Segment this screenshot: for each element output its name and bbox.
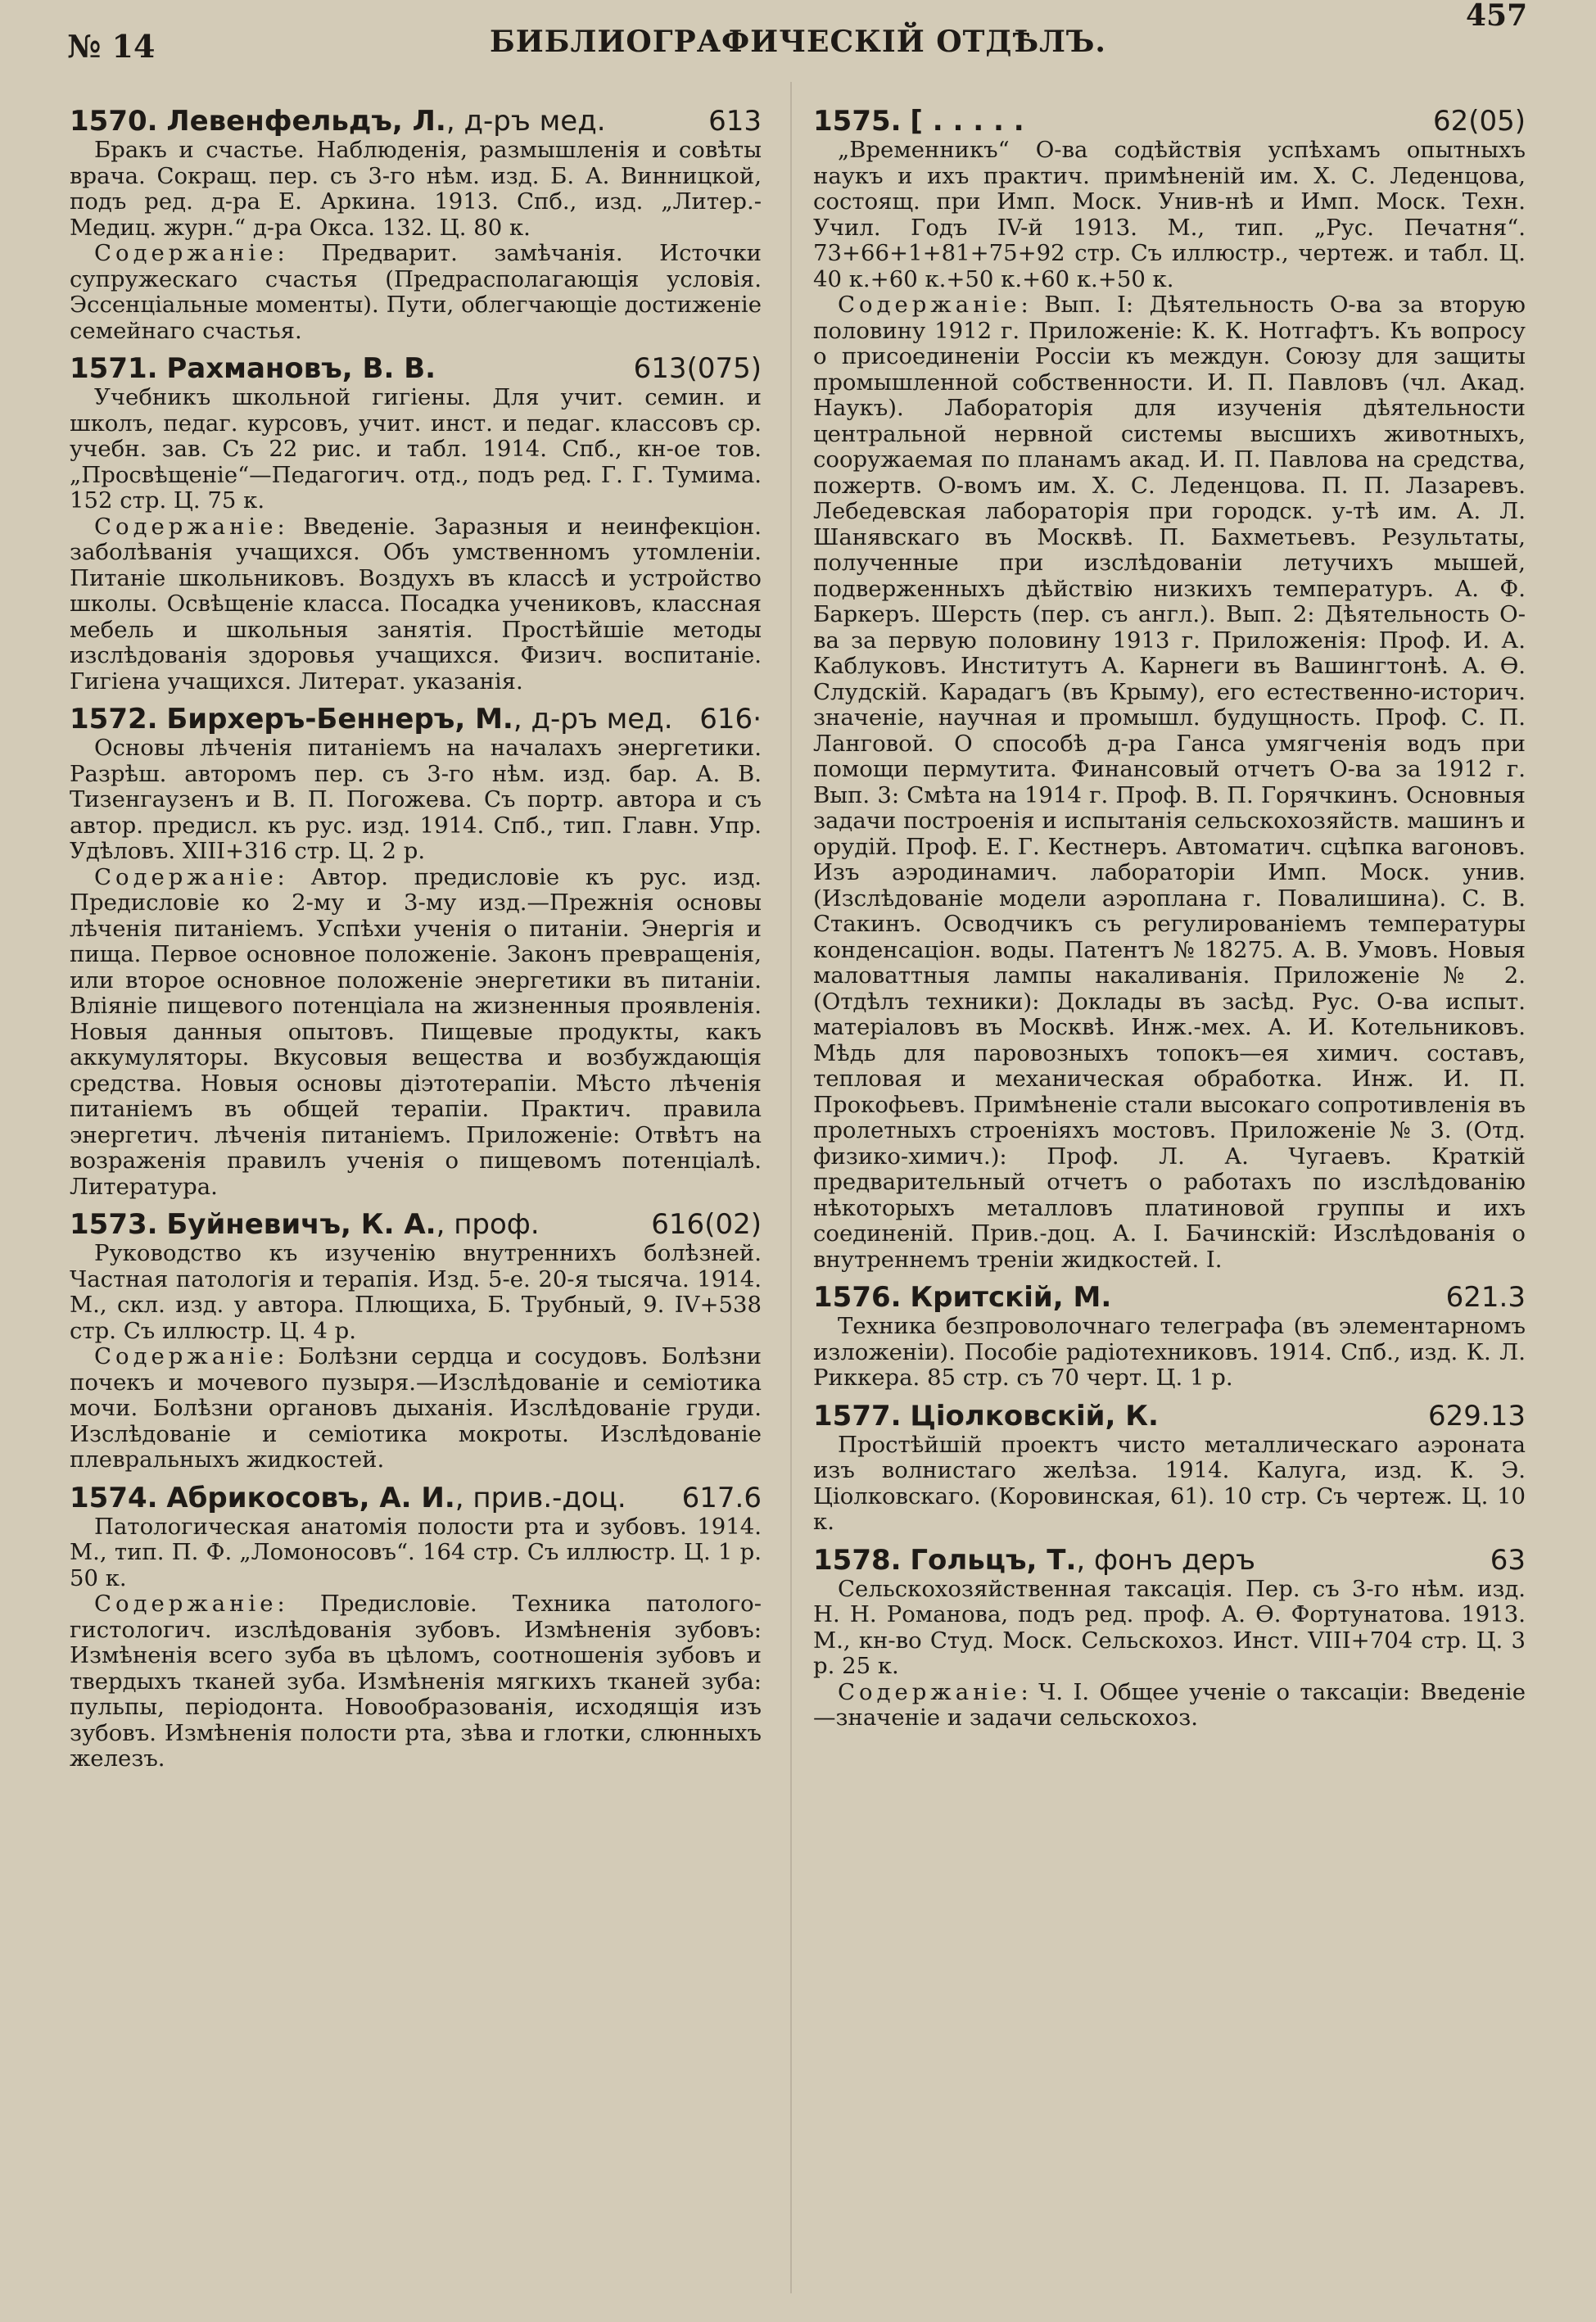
entry-contents: [70, 1591, 762, 1772]
entry-number: 1571.: [70, 352, 158, 385]
classification-code: 616·: [699, 703, 762, 736]
bibliography-entry: [813, 1544, 1526, 1731]
bibliography-entry: [813, 1281, 1526, 1392]
classification-code: 617.6: [681, 1481, 762, 1514]
bibliography-entry: [813, 1400, 1526, 1536]
entry-number: 1576.: [813, 1281, 902, 1314]
contents-text: : Ч. І. Общее ученіе о таксаціи: Введеніе—значеніе и задачи сельскохоз.: [813, 1678, 1526, 1731]
right-column: [813, 105, 1526, 1740]
entry-author: Ціолковскій, К.: [910, 1399, 1159, 1433]
contents-text: : Вып. I: Дѣятельность О-ва за вторую половину 1912 г. Приложеніе: К. К. Нотгафтъ. Къ вопросу о присоединеніи Россіи къ междун. Союзу для защиты промышленной собственности. И. П. Павловъ (чл. Акад. Наукъ). Лабораторія для изученія дѣятельности центральной нервной системы высшихъ животныхъ, сооружаемая по планамъ акад. И. П. Павлова на средства, пожертв. О-вомъ им. Х. С. Леденцова. П. П. Лазаревъ. Лебедевская лабораторія при городск. у-тѣ им. А. Л. Шанявскаго въ Москвѣ. П. Бахметьевъ. Результаты, полученные при изслѣдованіи летучихъ мышей, подверженныхъ дѣйствію низкихъ температуръ. А. Ф. Баркеръ. Шерсть (пер. съ англ.). Вып. 2: Дѣятельность О-ва за первую половину 1913 г. Приложенія: Проф. И. А. Каблуковъ. Институтъ А. Карнеги въ Вашингтонѣ. А. Ѳ. Слудскій. Карадагъ (въ Крыму), его естественно-историч. значеніе, научная и промышл. будущность. Проф. С. П. Ланговой. О способѣ д-ра Ганса умягченія водъ при помощи пермутита. Финансовый отчетъ О-ва за 1912 г. Вып. 3: Смѣта на 1914 г. Проф. В. П. Горячкинъ. Основныя задачи построенія и испытанія сельскохозяйств. машинъ и орудій. Проф. Е. Г. Кестнеръ. Автоматич. сцѣпка вагоновъ. Изъ аэродинамич. лабораторіи Имп. Моск. унив. (Изслѣдованіе модели аэроплана г. Повалишина). С. В. Стакинъ. Осводчикъ съ регулированіемъ температуры конденсаціон. воды. Патентъ № 18275. А. В. Умовъ. Новыя маловаттныя лампы накаливанія. Приложеніе № 2. (Отдѣлъ техники): Доклады въ засѣд. Рус. О-ва испыт. матеріаловъ въ Москвѣ. Инж.-мех. А. И. Котельниковъ. Мѣдь для паровозныхъ топокъ—ея химич. составъ, тепловая и механическая обработка. Инж. И. П. Прокофьевъ. Примѣненіе стали высокаго сопротивленія въ пролетныхъ строеніяхъ мостовъ. Приложеніе № 3. (Отд. физико-химич.): Проф. Л. А. Чугаевъ. Краткій предварительный отчетъ о работахъ по изслѣдованію нѣкоторыхъ металловъ платиновой группы и ихъ соединеній. Прив.-доц. А. І. Бачинскій: Изслѣдованія о внутреннемъ треніи жидкостей. І.: [813, 292, 1526, 1273]
entry-author: Критскій, М.: [910, 1281, 1112, 1314]
page-header: [0, 0, 1596, 74]
page-number: 457: [1466, 0, 1528, 33]
contents-label: Содержаніе: [94, 863, 278, 890]
contents-text: : Предварит. замѣчанія. Источки супружескаго счастья (Предрасполагающія условія. Эссенціальные моменты). Пути, облегчающіе достиженіе семейнаго счастья.: [70, 240, 762, 344]
entry-contents: [813, 1680, 1526, 1731]
contents-label: Содержаніе: [94, 240, 278, 266]
bibliography-entry: [70, 1208, 762, 1473]
entry-heading: [70, 703, 762, 736]
entry-author: Левенфельдъ, Л.: [166, 105, 446, 138]
entry-number: 1577.: [813, 1399, 902, 1433]
entry-description: Руководство къ изученію внутреннихъ болѣзней. Частная патологія и терапія. Изд. 5-е. 20-я тысяча. 1914. М., скл. изд. у автора. Плющиха, Б. Трубный, 9. IV+538 стр. Съ иллюстр. Ц. 4 р.: [70, 1240, 762, 1344]
classification-code: 616(02): [651, 1208, 762, 1241]
entry-heading: [70, 105, 762, 138]
entry-contents: [70, 1344, 762, 1473]
entry-description: Основы лѣченія питаніемъ на началахъ энергетики. Разрѣш. авторомъ пер. съ 3-го нѣм. изд. бар. А. В. Тизенгаузенъ и В. П. Погожева. Съ портр. автора и съ автор. предисл. къ рус. изд. 1914. Спб., тип. Главн. Упр. Удѣловъ. XIII+316 стр. Ц. 2 р.: [70, 735, 762, 864]
entry-description: Сельскохозяйственная таксація. Пер. съ 3-го нѣм. изд. Н. Н. Романова, подъ ред. проф. А. Ѳ. Фортунатова. 1913. М., кн-во Студ. Моск. Сельскохоз. Инст. VIII+704 стр. Ц. 3 р. 25 к.: [813, 1575, 1526, 1679]
entry-author: Абрикосовъ, А. И.: [166, 1481, 455, 1514]
entry-author-suffix: , проф.: [436, 1208, 540, 1241]
bibliography-entry: [70, 105, 762, 344]
entry-heading: [70, 352, 762, 385]
entry-contents: [70, 514, 762, 695]
entry-number: 1572.: [70, 703, 158, 736]
entry-author-suffix: , д-ръ мед.: [513, 703, 673, 736]
classification-code: 613: [708, 105, 762, 138]
contents-label: Содержаніе: [94, 1591, 278, 1617]
entry-heading: [70, 1208, 762, 1241]
entry-contents: [813, 292, 1526, 1273]
section-title: БИБЛИОГРАФИЧЕСКІЙ ОТДѢЛЪ.: [490, 25, 1106, 59]
contents-text: : Введеніе. Заразныя и неинфекціон. заболѣванія учащихся. Объ умственномъ утомленіи. Питаніе школьниковъ. Воздухъ въ классѣ и устройство школы. Освѣщеніе класса. Посадка учениковъ, классная мебель и школьныя занятія. Простѣйшіе методы изслѣдованія здоровья учащихся. Физич. воспитаніе. Гигіена учащихся. Литерат. указанія.: [70, 513, 762, 695]
entry-description: Техника безпроволочнаго телеграфа (въ элементарномъ изложеніи). Пособіе радіотехниковъ. 1914. Спб., изд. К. Л. Риккера. 85 стр. съ 70 черт. Ц. 1 р.: [813, 1313, 1526, 1391]
entry-number: 1575.: [813, 105, 902, 138]
entry-author: [ . . . . .: [910, 105, 1024, 138]
classification-code: 62(05): [1432, 105, 1526, 138]
entry-number: 1570.: [70, 105, 158, 138]
classification-code: 613(075): [633, 352, 762, 385]
entry-author: Гольцъ, Т.: [910, 1543, 1077, 1577]
contents-label: Содержаніе: [94, 1343, 278, 1369]
bibliography-entry: [70, 352, 762, 695]
entry-author: Буйневичъ, К. А.: [166, 1208, 436, 1241]
entry-description: Простѣйшій проектъ чисто металлическаго аэроната изъ волнистаго желѣза. 1914. Калуга, изд. К. Э. Ціолковскаго. (Коровинская, 61). 10 стр. Съ чертеж. Ц. 10 к.: [813, 1431, 1526, 1535]
entry-heading: [813, 1544, 1526, 1577]
contents-label: Содержаніе: [94, 513, 278, 540]
contents-label: Содержаніе: [838, 1678, 1021, 1705]
left-column: [70, 105, 762, 1781]
classification-code: 621.3: [1445, 1281, 1526, 1314]
entry-heading: [813, 105, 1526, 138]
entry-heading: [70, 1482, 762, 1514]
entry-author: Рахмановъ, В. В.: [166, 352, 436, 385]
entry-description: Бракъ и счастье. Наблюденія, размышленія и совѣты врача. Сокращ. пер. съ 3-го нѣм. изд. Б. А. Винницкой, подъ ред. д-ра Е. Аркина. 1913. Спб., изд. „Литер.-Медиц. журн.“ д-ра Окса. 132. Ц. 80 к.: [70, 137, 762, 241]
contents-text: : Предисловіе. Техника патолого-гистологич. изслѣдованія зубовъ. Измѣненія зубовъ: Измѣненія всего зуба въ цѣломъ, соотношенія зубовъ и твердыхъ тканей зуба. Измѣненія мягкихъ тканей зуба: пульпы, періодонта. Новообразованія, исходящія изъ зубовъ. Измѣненія полости рта, зѣва и глотки, слюнныхъ железъ.: [70, 1591, 762, 1772]
entry-author-suffix: , д-ръ мед.: [445, 105, 606, 138]
entry-description: „Временникъ“ О-ва содѣйствія успѣхамъ опытныхъ наукъ и ихъ практич. примѣненій им. Х. С. Леденцова, состоящ. при Имп. Моск. Унив-нѣ и Имп. Моск. Техн. Учил. Годъ IV-й 1913. М., тип. „Рус. Печатня“. 73+66+1+81+75+92 стр. Съ иллюстр., чертеж. и табл. Ц. 40 к.+60 к.+50 к.+60 к.+50 к.: [813, 137, 1526, 292]
entry-contents: [70, 241, 762, 344]
classification-code: 629.13: [1428, 1399, 1526, 1433]
contents-text: : Болѣзни сердца и сосудовъ. Болѣзни почекъ и мочевого пузыря.—Изслѣдованіе и семіотика мочи. Болѣзни органовъ дыханія. Изслѣдованіе груди. Изслѣдованіе и семіотика мокроты. Изслѣдованіе плевральныхъ жидкостей.: [70, 1343, 762, 1473]
entry-heading: [813, 1400, 1526, 1433]
issue-number: № 14: [67, 28, 156, 65]
bibliography-entry: [70, 1482, 762, 1772]
entry-heading: [813, 1281, 1526, 1314]
entry-contents: [70, 865, 762, 1201]
column-divider: [790, 82, 792, 2293]
bibliography-entry: [813, 105, 1526, 1273]
entry-number: 1574.: [70, 1481, 158, 1514]
entry-number: 1578.: [813, 1543, 902, 1577]
entry-author-suffix: , фонъ деръ: [1076, 1543, 1255, 1577]
entry-description: Патологическая анатомія полости рта и зубовъ. 1914. М., тип. П. Ф. „Ломоносовъ“. 164 стр. Съ иллюстр. Ц. 1 р. 50 к.: [70, 1513, 762, 1591]
contents-text: : Автор. предисловіе къ рус. изд. Предисловіе ко 2-му и 3-му изд.—Прежнія основы лѣченія питаніемъ. Успѣхи ученія о питаніи. Энергія и пища. Первое основное положеніе. Законъ превращенія, или второе основное положеніе энергетики въ питаніи. Вліяніе пищевого потенціала на жизненныя проявленія. Новыя данныя опытовъ. Пищевые продукты, какъ аккумуляторы. Вкусовыя вещества и возбуждающія средства. Новыя основы діэтотерапіи. Мѣсто лѣченія питаніемъ въ общей терапіи. Практич. правила энергетич. лѣченія питаніемъ. Приложеніе: Отвѣтъ на возраженія правилъ ученія о пищевомъ потенціалѣ. Литература.: [70, 863, 762, 1200]
entry-author-suffix: , прив.-доц.: [454, 1481, 626, 1514]
entry-author: Бирхеръ-Беннеръ, М.: [166, 703, 513, 736]
classification-code: 63: [1490, 1543, 1526, 1577]
contents-label: Содержаніе: [838, 292, 1021, 318]
entry-number: 1573.: [70, 1208, 158, 1241]
bibliography-entry: [70, 703, 762, 1200]
entry-description: Учебникъ школьной гигіены. Для учит. семин. и школъ, педаг. курсовъ, учит. инст. и педаг. классовъ ср. учебн. зав. Съ 22 рис. и табл. 1914. Спб., кн-ое тов. „Просвѣщеніе“—Педагогич. отд., подъ ред. Г. Г. Тумима. 152 стр. Ц. 75 к.: [70, 384, 762, 514]
